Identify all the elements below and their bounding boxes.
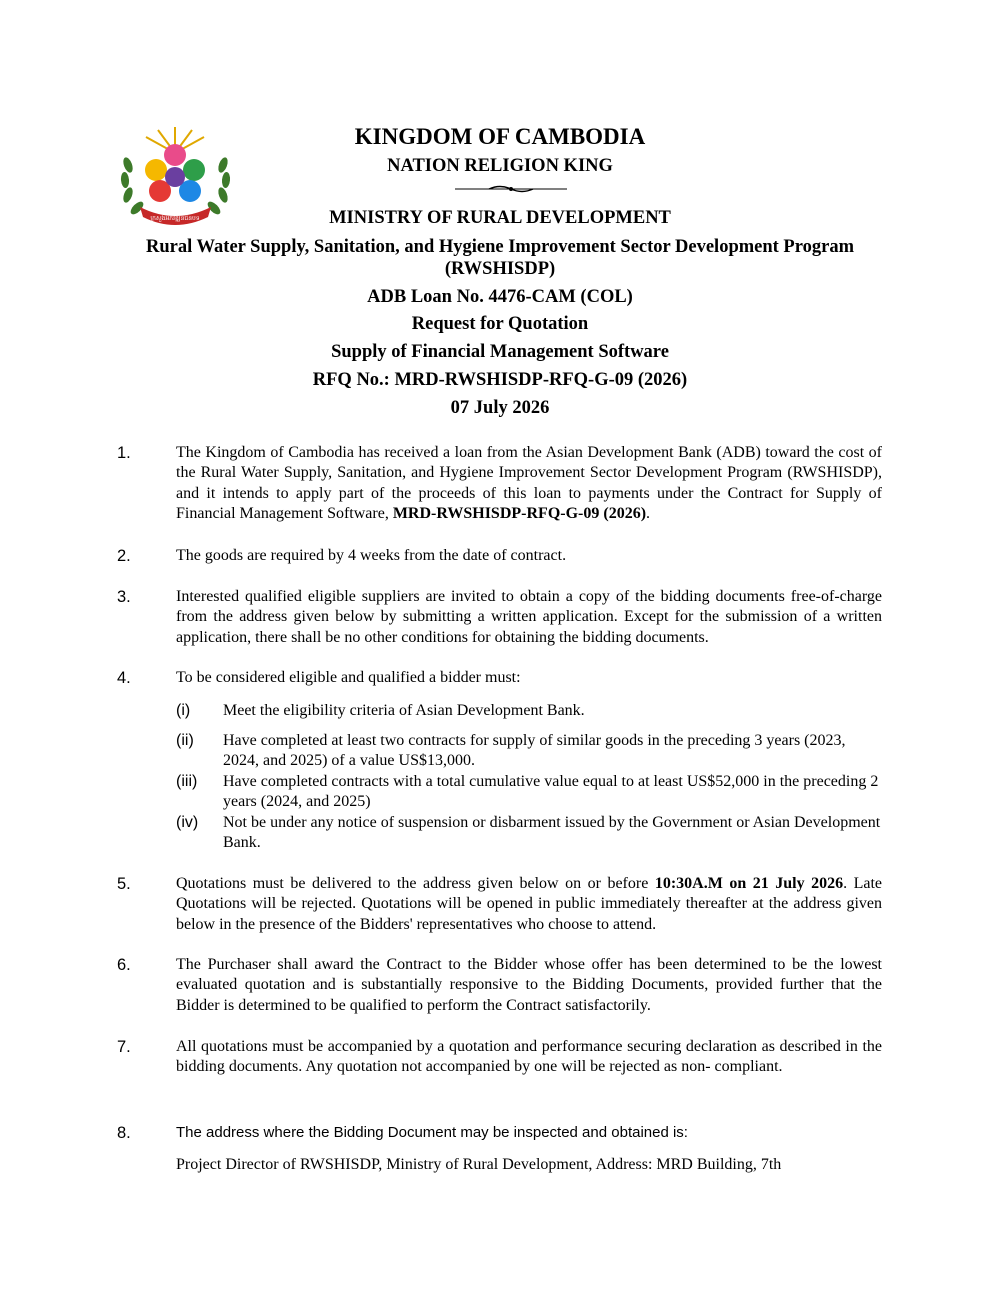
item-text: To be considered eligible and qualified a bidder must:	[176, 669, 521, 686]
sub-item-text: Not be under any notice of suspension or disbarment issued by the Government or Asian Development Bank.	[223, 814, 881, 852]
sub-item-text: Meet the eligibility criteria of Asian Development Bank.	[223, 702, 585, 719]
item-number: 1.	[117, 444, 131, 462]
sub-item-text: Have completed at least two contracts for supply of similar goods in the preceding 3 years (2023, 2024, and 2025) of a value US$13,000.	[223, 732, 846, 770]
subject-heading: Supply of Financial Management Software	[331, 342, 669, 362]
item-text: The Purchaser shall award the Contract to the Bidder whose offer has been determined to be the lowest evaluated quotation and is substantially responsive to the Bidding Documents, provided further that the Bidder is determined to be qualified to perform the Contract satisfactorily.	[176, 956, 882, 1014]
date-heading: 07 July 2026	[450, 398, 550, 418]
sub-item-text: Have completed contracts with a total cumulative value equal to at least US$52,000 in the preceding 2 years (2024, and 2025)	[223, 773, 879, 811]
ornament-divider	[455, 184, 567, 194]
sub-item-number: (iii)	[176, 773, 198, 790]
item-number: 4.	[117, 669, 131, 687]
motto-heading: NATION RELIGION KING	[387, 156, 613, 176]
logo-ribbon-text: ក្រសួងអភិវឌ្ឍន៍ជនបទ	[150, 215, 200, 222]
ministry-heading: MINISTRY OF RURAL DEVELOPMENT	[329, 208, 671, 228]
item-number: 7.	[117, 1038, 131, 1056]
address-text: Project Director of RWSHISDP, Ministry of Rural Development, Address: MRD Building, 7th	[176, 1156, 782, 1173]
item-text: Quotations must be delivered to the address given below on or before 10:30A.M on 21 July 2026. Late Quotations will be rejected. Quotations will be opened in public immediately thereafter at the address given below in the presence of the Bidders' representatives who choose to attend.	[176, 875, 883, 933]
item-number: 8.	[117, 1124, 131, 1142]
country-heading: KINGDOM OF CAMBODIA	[354, 124, 646, 149]
rfq-number-heading: RFQ No.: MRD-RWSHISDP-RFQ-G-09 (2026)	[312, 370, 688, 390]
item-number: 3.	[117, 588, 131, 606]
item-text: The address where the Bidding Document may be inspected and obtained is:	[176, 1124, 688, 1141]
loan-heading: ADB Loan No. 4476-CAM (COL)	[367, 287, 633, 307]
sub-item-number: (i)	[176, 702, 191, 719]
item-text: All quotations must be accompanied by a quotation and performance securing declaration as described in the bidding documents. Any quotation not accompanied by one will be rejected as non- compliant.	[176, 1038, 882, 1076]
item-number: 6.	[117, 956, 131, 974]
item-text: The Kingdom of Cambodia has received a loan from the Asian Development Bank (ADB) toward the cost of the Rural Water Supply, Sanitation, and Hygiene Improvement Sector Development Program (RWSHISDP), and it intends to apply part of the proceeds of this loan to payments under the Contract for Supply of Financial Management Software, MRD-RWSHISDP-RFQ-G-09 (2026).	[176, 444, 882, 523]
sub-item-number: (ii)	[176, 732, 194, 749]
program-heading: Rural Water Supply, Sanitation, and Hygiene Improvement Sector Development Program (RWSHISDP)	[146, 237, 854, 279]
document-type-heading: Request for Quotation	[411, 314, 589, 334]
item-text: The goods are required by 4 weeks from the date of contract.	[176, 547, 567, 564]
sub-item-number: (iv)	[176, 814, 199, 831]
item-number: 5.	[117, 875, 131, 893]
item-number: 2.	[117, 547, 131, 565]
item-text: Interested qualified eligible suppliers are invited to obtain a copy of the bidding documents free-of-charge from the address given below by submitting a written application. Except for the submission of a written application, there shall be no other conditions for obtaining the bidding documents.	[176, 588, 882, 646]
